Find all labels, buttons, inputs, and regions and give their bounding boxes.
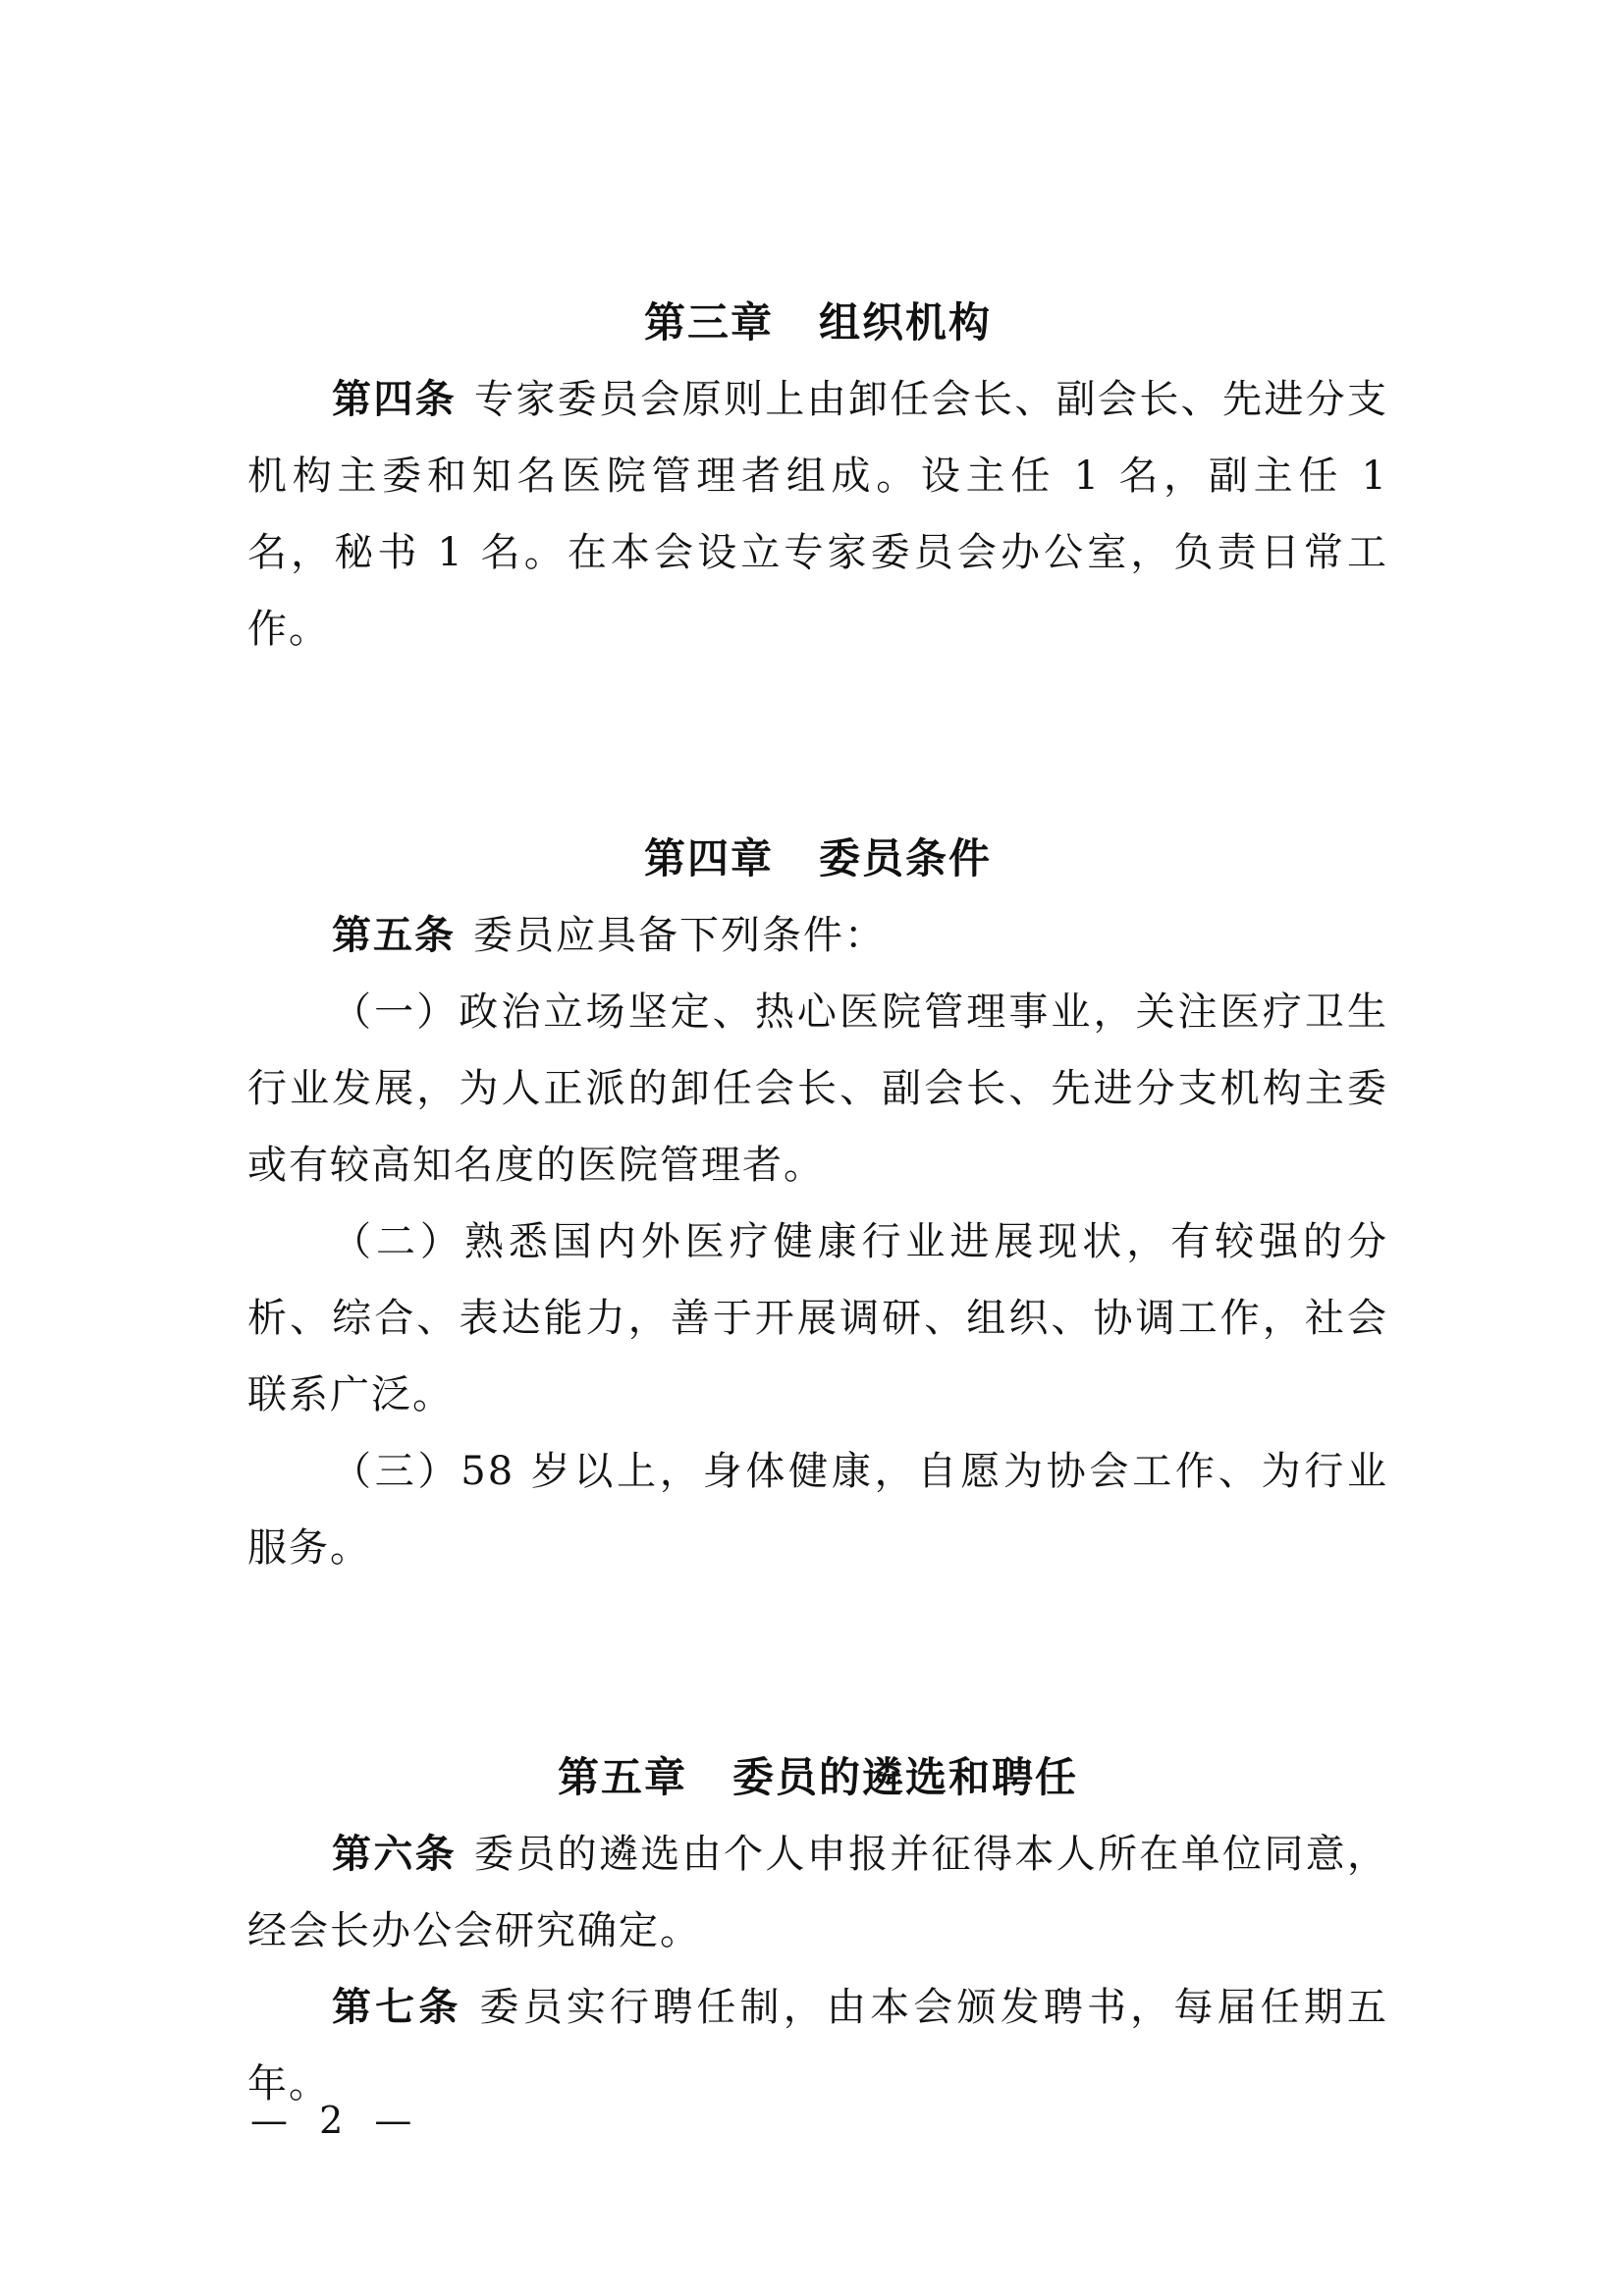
chapter-number: 第五章 [557, 1753, 687, 1801]
chapter-number: 第四章 [643, 834, 774, 882]
chapter-3 [247, 285, 1388, 667]
article-label: 第五条 [332, 913, 456, 958]
section-gap [247, 1586, 1388, 1739]
condition-text: （二）熟悉国内外医疗健康行业进展现状，有较强的分析、综合、表达能力，善于开展调研、组织、协调工作，社会联系广泛。 [247, 1219, 1388, 1417]
article-label: 第七条 [332, 1985, 462, 2030]
chapter-name: 组织机构 [819, 298, 993, 347]
article-paragraph [247, 897, 1388, 974]
article-text: 委员实行聘任制，由本会颁发聘书，每届任期五年。 [247, 1985, 1389, 2107]
chapter-title [247, 1739, 1388, 1816]
article-text: 委员应具备下列条件： [473, 913, 886, 958]
article-paragraph [247, 1816, 1388, 1969]
condition-text: （一）政治立场坚定、热心医院管理事业，关注医疗卫生行业发展，为人正派的卸任会长、副会长、先进分支机构主委或有较高知名度的医院管理者。 [247, 989, 1388, 1188]
chapter-number: 第三章 [643, 298, 774, 347]
article-text: 专家委员会原则上由卸任会长、副会长、先进分支机构主委和知名医院管理者组成。设主任 1 名，副主任 1 名，秘书 1 名。在本会设立专家委员会办公室，负责日常工作。 [247, 377, 1388, 652]
chapter-name: 委员条件 [819, 834, 993, 882]
condition-item [247, 974, 1388, 1203]
chapter-title [247, 285, 1388, 361]
section-gap [247, 667, 1388, 821]
chapter-5 [247, 1739, 1388, 2122]
condition-text: （三）58 岁以上，身体健康，自愿为协会工作、为行业服务。 [247, 1449, 1388, 1571]
article-label: 第四条 [332, 377, 457, 422]
condition-item [247, 1203, 1388, 1433]
page-number: — 2 — [250, 2099, 422, 2142]
article-text: 委员的遴选由个人申报并征得本人所在单位同意，经会长办公会研究确定。 [247, 1832, 1388, 1953]
chapter-title [247, 821, 1388, 897]
chapter-name: 委员的遴选和聘任 [732, 1753, 1079, 1801]
condition-item [247, 1433, 1388, 1586]
document-body [247, 285, 1388, 2122]
chapter-4 [247, 821, 1388, 1586]
article-paragraph [247, 361, 1388, 667]
article-label: 第六条 [332, 1832, 457, 1877]
